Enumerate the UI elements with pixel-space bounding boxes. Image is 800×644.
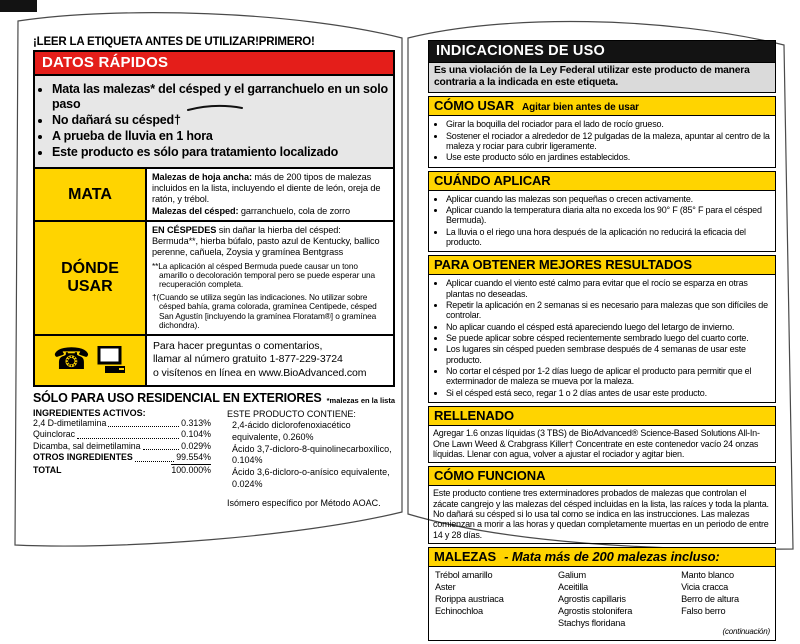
bermuda-footnote: **La aplicación al césped Bermuda puede causar un tono amarillo o decoloración temporal pero se puede esperar una recuperación completa. (152, 260, 376, 290)
contains-item: Ácido 3,6-dicloro-o-anísico equivalente, 0.024% (232, 467, 390, 489)
continuation-note: (continuación) (722, 627, 770, 637)
how-it-works-body (429, 486, 775, 543)
how-it-works-title: CÓMO FUNCIONA (434, 468, 546, 484)
where-to-use-header: DÓNDE USAR (35, 222, 147, 334)
grassy-text: garranchuelo, cola de zorro (238, 205, 351, 216)
weeds-subtitle: - Mata más de 200 malezas incluso: (504, 548, 720, 564)
best-results-title: PARA OBTENER MEJORES RESULTADOS (434, 257, 692, 273)
best-results-section (428, 255, 776, 403)
quick-fact: • Mata las malezas* del césped y el garranchuelo en un solo paso (52, 82, 389, 112)
active-ingredients-title: INGREDIENTES ACTIVOS: (33, 407, 146, 418)
quick-facts-table (33, 50, 395, 387)
weeds-list (429, 567, 775, 640)
quick-facts-title: DATOS RÁPIDOS (35, 52, 393, 76)
how-it-works-text: Este producto contiene tres exterminadores probados de malezas que controlan el zácate cangrejo y las malezas del césped incluidas en la lista, las raíces y toda la planta. No dañará su césped si lo usa tal como se indica en las instrucciones. Las malezas comienzan a morir a las horas y quedan completamente muertas en un periodo de entre 14 y 28 días. (433, 488, 769, 540)
when-to-apply-header (429, 172, 775, 191)
when-to-apply-body (429, 191, 775, 252)
grassy-label: Malezas del césped: (152, 205, 239, 216)
quick-facts-list (37, 82, 389, 160)
ingredient-row: Quinclorac 0.104% (33, 429, 211, 440)
how-to-use-title: CÓMO USAR (434, 98, 514, 114)
weed-name: Echinochloa (435, 605, 483, 616)
contact-icons-cell (35, 336, 147, 385)
quick-facts-box (35, 76, 393, 169)
broadleaf-text: más de 200 tipos de malezas incluidos en la lista, incluyendo el diente de león, oreja de ratón, y trébol. (152, 172, 381, 205)
isomer-note: Isómero específico por Método AOAC. (227, 498, 381, 509)
ingredient-row: Dicamba, sal deimetilamina 0.029% (33, 440, 211, 451)
read-label-first-warning: ¡LEER LA ETIQUETA ANTES DE UTILIZAR!PRIMERO! (33, 36, 315, 48)
computer-icon (97, 346, 127, 374)
contact-row (35, 334, 393, 385)
bullet: • Aplicar cuando las malezas son pequeñas o crecen activamente. (446, 194, 771, 204)
ingredient-row: OTROS INGREDIENTES 99.554% (33, 452, 211, 463)
weeds-column-3 (681, 570, 769, 630)
listed-weeds-footnote: *malezas en la lista (326, 395, 395, 405)
weed-name: Aster (435, 581, 456, 592)
bullet: • Si el césped está seco, regar 1 o 2 días antes de usar este producto. (446, 388, 771, 398)
contact-line: Para hacer preguntas o comentarios, (153, 339, 323, 352)
how-to-use-section (428, 96, 776, 167)
weed-name: Agrostis stolonifera (558, 605, 633, 616)
when-to-apply-section (428, 171, 776, 253)
weed-name: Agrostis capillaris (558, 593, 626, 604)
bullet: • La lluvia o el riego una hora después de la aplicación no reducirá la eficacia del producto. (446, 227, 771, 248)
quick-fact: • No dañará su césped† (52, 113, 389, 128)
weeds-column-2 (558, 570, 681, 630)
best-results-header (429, 256, 775, 275)
ingredient-total-row: TOTAL 100.000% (33, 465, 211, 476)
kills-row (35, 169, 393, 220)
contact-website: o visítenos en línea en www.BioAdvanced.com (153, 366, 367, 379)
active-ingredients (33, 408, 211, 511)
corner-mark (0, 0, 37, 12)
contains-item: 2,4-ácido diclorofenoxiacético equivalente, 0.260% (232, 420, 351, 442)
kills-header: MATA (35, 169, 147, 220)
weed-name: Vicia cracca (681, 581, 729, 592)
lawns-label: EN CÉSPEDES (152, 224, 217, 235)
how-to-use-body (429, 116, 775, 166)
right-page (428, 40, 776, 644)
refill-header (429, 407, 775, 426)
refill-body (429, 426, 775, 462)
product-contains-title: ESTE PRODUCTO CONTIENE: (227, 408, 356, 419)
lawns-text: sin dañar la hierba del césped: Bermuda**, hierba búfalo, pasto azul de Kentucky, ballico perenne, cañuela, Zoysia y gramínea Bentgrass (152, 224, 380, 258)
bullet: • Girar la boquilla del rociador para el lado de rocío grueso. (446, 119, 771, 129)
ingredients-section (33, 408, 395, 511)
quick-fact: • Este producto es sólo para tratamiento localizado (52, 145, 389, 160)
bullet: • Aplicar cuando la temperatura diaria alta no exceda los 90° F (85° F para el césped Bermuda). (446, 205, 771, 226)
bullet: • Los lugares sin césped pueden sembrase después de 4 semanas de usar este producto. (446, 344, 771, 365)
where-to-use-row (35, 220, 393, 334)
broadleaf-label: Malezas de hoja ancha: (152, 172, 252, 182)
refill-text: Agregar 1.6 onzas líquidas (3 TBS) de BioAdvanced® Science-Based Solutions All-In-One Lawn Weed & Crabgrass Killer† Concentrate en este contenedor vacío 24 onzas líquidas. Llenar con agua, volver a ajustar el rociador y agitar bien. (433, 428, 760, 459)
where-to-use-cell (147, 222, 393, 334)
bullet: • Sostener el rociador a alrededor de 12 pulgadas de la maleza, apuntar al centro de la maleza y rociar para cubrir ligeramente. (446, 131, 771, 152)
when-to-apply-title: CUÁNDO APLICAR (434, 172, 551, 188)
left-page (33, 36, 395, 510)
residential-use-line (33, 391, 395, 405)
dagger-footnote: †(Cuando se utiliza según las indicaciones. No utilizar sobre césped bahía, grama colorada, gramínea Centipede, césped San Agustín [incluyendo la gramínea Floratam®] o gramínea dichondra). (152, 291, 377, 331)
bullet: • No cortar el césped por 1-2 días luego de aplicar el producto para permitir que el exterminador de maleza se mueva por la maleza. (446, 366, 771, 387)
product-contains (227, 408, 395, 511)
residential-use-label: SÓLO PARA USO RESIDENCIAL EN EXTERIORES (33, 390, 322, 405)
contact-cell (147, 336, 393, 385)
how-to-use-header (429, 97, 775, 116)
shake-well-note: Agitar bien antes de usar (522, 102, 639, 114)
weed-name: Rorippa austriaca (435, 593, 504, 604)
bullet: • No aplicar cuando el césped está apareciendo luego del letargo de invierno. (446, 322, 771, 332)
weed-name: Manto blanco (681, 569, 734, 580)
bullet: • Aplicar cuando el viento esté calmo para evitar que el rocío se esparza en otras plantas no deseadas. (446, 278, 771, 299)
weed-name: Aceitilla (558, 581, 588, 592)
refill-title: RELLENADO (434, 408, 514, 424)
bullet: • Use este producto sólo en jardines establecidos. (446, 152, 771, 162)
directions-section (428, 40, 776, 93)
weeds-column-1 (435, 570, 558, 630)
quick-fact: • A prueba de lluvia en 1 hora (52, 129, 389, 144)
contact-phone-number: llamar al número gratuito 1-877-229-3724 (153, 353, 343, 366)
refill-section (428, 406, 776, 463)
weed-name: Galium (558, 569, 586, 580)
weeds-section (428, 547, 776, 641)
best-results-body (429, 275, 775, 402)
bullet: • Se puede aplicar sobre césped recientemente sembrado luego del cuarto corte. (446, 333, 771, 343)
directions-title: INDICACIONES DE USO (429, 41, 775, 62)
weeds-header (429, 548, 775, 567)
weed-name: Stachys floridana (558, 617, 626, 628)
phone-icon: ☎ (52, 342, 91, 378)
federal-law-statement: Es una violación de la Ley Federal utilizar este producto de manera contraria a la indicada en este etiqueta. (429, 62, 775, 92)
weed-name: Falso berro (681, 605, 726, 616)
pen-mark (185, 103, 245, 113)
contains-item: Ácido 3,7-dicloro-8-quinolinecarboxílico, 0.104% (232, 443, 392, 466)
weed-name: Berro de altura (681, 593, 739, 604)
kills-cell (147, 169, 393, 220)
weed-name: Trébol amarillo (435, 569, 493, 580)
how-it-works-header (429, 467, 775, 486)
weeds-title: MALEZAS (434, 548, 497, 564)
ingredient-row: 2,4 D-dimetilamina 0.313% (33, 417, 211, 428)
bullet: • Repetir la aplicación en 2 semanas si es necesario para malezas que son difíciles de controlar. (446, 300, 771, 321)
how-it-works-section (428, 466, 776, 544)
